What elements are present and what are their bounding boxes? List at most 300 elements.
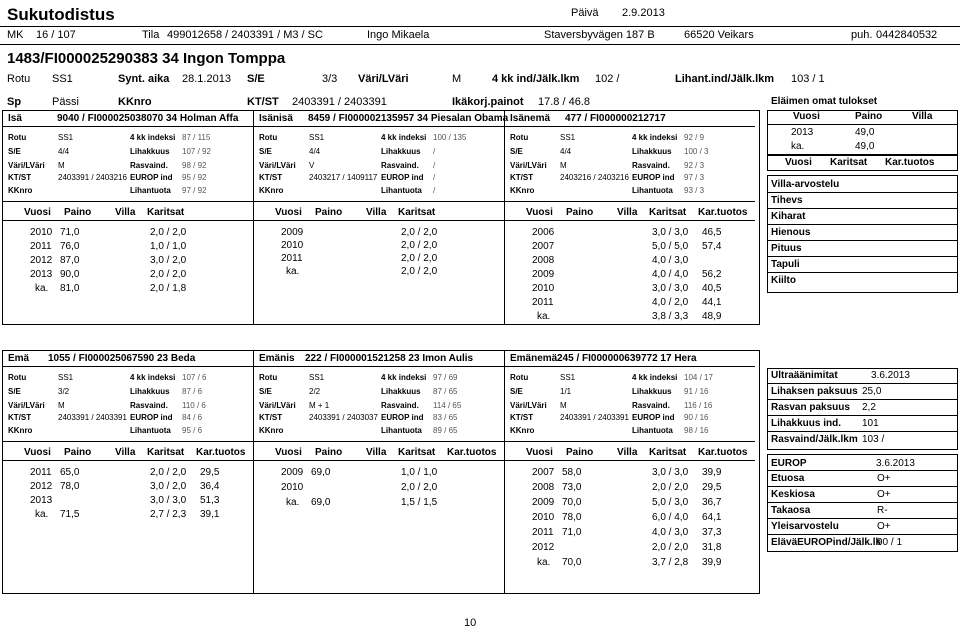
emanema-rasvaind: 116 / 16 bbox=[684, 401, 713, 410]
emanisa-lihantuota: 89 / 65 bbox=[433, 426, 458, 435]
emanisa-role: Emänis bbox=[259, 353, 295, 364]
isa-role: Isä bbox=[8, 113, 22, 124]
table-row-kartuotos: 36,4 bbox=[200, 481, 220, 492]
table-row-vuosi: ka. bbox=[35, 283, 49, 294]
table-row-karitsat: 3,0 / 3,0 bbox=[652, 227, 689, 238]
isanema-h-paino: Paino bbox=[566, 207, 594, 218]
table-row-vuosi: ka. bbox=[35, 509, 49, 520]
wool-item: Hienous bbox=[771, 227, 811, 238]
isanema-vari-label: Väri/LVäri bbox=[510, 161, 547, 170]
isanema-h-villa: Villa bbox=[617, 207, 638, 218]
emanisa-lihakkuus-label: Lihakkuus bbox=[381, 387, 421, 396]
isanisa-h-paino: Paino bbox=[315, 207, 343, 218]
emanema-kk4-label: 4 kk indeksi bbox=[632, 373, 678, 382]
europ-item-value: R- bbox=[877, 505, 888, 516]
table-row-karitsat: 1,0 / 1,0 bbox=[150, 241, 187, 252]
isanema-kk4: 92 / 9 bbox=[684, 133, 705, 142]
isa-lihantuota-label: Lihantuota bbox=[130, 186, 171, 195]
isanisa-name: 8459 / FI000002135957 34 Piesalan Obama bbox=[308, 113, 509, 124]
europ-date: 3.6.2013 bbox=[876, 458, 915, 469]
ema-vari: M bbox=[58, 401, 65, 410]
ultra-item-label: Lihakkuus ind. bbox=[771, 418, 842, 429]
emanema-rasvaind-label: Rasvaind. bbox=[632, 401, 670, 410]
table-row-vuosi: 2009 bbox=[532, 269, 555, 280]
own-h-vuosi: Vuosi bbox=[793, 111, 820, 122]
table-row-paino: 70,0 bbox=[562, 497, 582, 508]
isanema-se: 4/4 bbox=[560, 147, 572, 156]
isanema-rasvaind-label: Rasvaind. bbox=[632, 161, 670, 170]
table-row-kartuotos: 64,1 bbox=[702, 512, 722, 523]
table-row-karitsat: 2,0 / 2,0 bbox=[401, 240, 438, 251]
table-row-karitsat: 3,8 / 3,3 bbox=[652, 311, 689, 322]
ema-rasvaind-label: Rasvaind. bbox=[130, 401, 168, 410]
animal-se-label: S/E bbox=[247, 73, 265, 85]
isa-rasvaind: 98 / 92 bbox=[182, 161, 207, 170]
emanisa-name: 222 / FI000001521258 23 Imon Aulis bbox=[305, 353, 474, 364]
europ-item-value: O+ bbox=[877, 473, 891, 484]
ema-se-label: S/E bbox=[8, 387, 21, 396]
europ-label: EUROP bbox=[771, 458, 807, 469]
wool-item: Tihevs bbox=[771, 195, 803, 206]
date-label: Päivä bbox=[571, 7, 599, 19]
emanisa-europ: 83 / 65 bbox=[433, 413, 458, 422]
isa-europ: 95 / 92 bbox=[182, 173, 207, 182]
table-row-karitsat: 2,0 / 2,0 bbox=[150, 227, 187, 238]
animal-kk4-label: 4 kk ind/Jälk.lkm bbox=[492, 73, 580, 85]
table-row-vuosi: 2009 bbox=[281, 467, 304, 478]
isa-kk4: 87 / 115 bbox=[182, 133, 211, 142]
table-row-paino: 71,0 bbox=[562, 527, 582, 538]
isanisa-kk4: 100 / 135 bbox=[433, 133, 467, 142]
europ-item-value: O+ bbox=[877, 521, 891, 532]
ema-h-kartuotos: Kar.tuotos bbox=[196, 447, 246, 458]
own-h-paino: Paino bbox=[855, 111, 883, 122]
table-row-karitsat: 5,0 / 3,0 bbox=[652, 497, 689, 508]
ultra-date: 3.6.2013 bbox=[871, 370, 910, 381]
emanema-vari: M bbox=[560, 401, 567, 410]
emanisa-rasvaind-label: Rasvaind. bbox=[381, 401, 419, 410]
table-row-kartuotos: 29,5 bbox=[702, 482, 722, 493]
animal-synt-label: Synt. aika bbox=[118, 73, 170, 85]
isanema-h-vuosi: Vuosi bbox=[526, 207, 553, 218]
isa-europ-label: EUROP ind bbox=[130, 173, 173, 182]
animal-ikakorj: 17.8 / 46.8 bbox=[538, 96, 590, 108]
table-row-karitsat: 2,0 / 2,0 bbox=[150, 467, 187, 478]
emanisa-lihantuota-label: Lihantuota bbox=[381, 426, 422, 435]
isa-vari: M bbox=[58, 161, 65, 170]
emanema-vari-label: Väri/LVäri bbox=[510, 401, 547, 410]
isanema-name: 477 / FI000000212717 bbox=[565, 113, 666, 124]
emanema-rotu: SS1 bbox=[560, 373, 576, 382]
emanema-se: 1/1 bbox=[560, 387, 572, 396]
isa-ktst: 2403391 / 2403216 bbox=[58, 173, 127, 182]
isanisa-rotu: SS1 bbox=[309, 133, 325, 142]
emanisa-h-karitsat: Karitsat bbox=[398, 447, 436, 458]
ema-kk4: 107 / 6 bbox=[182, 373, 207, 382]
isanisa-se: 4/4 bbox=[309, 147, 321, 156]
animal-rotu: SS1 bbox=[52, 73, 73, 85]
own-h-villa: Villa bbox=[912, 111, 933, 122]
ema-h-paino: Paino bbox=[64, 447, 92, 458]
table-row-vuosi: ka. bbox=[286, 497, 300, 508]
table-row-karitsat: 2,0 / 2,0 bbox=[652, 482, 689, 493]
table-row-kartuotos: 51,3 bbox=[200, 495, 220, 506]
animal-rotu-label: Rotu bbox=[7, 73, 31, 85]
table-row-vuosi: 2010 bbox=[532, 283, 555, 294]
table-row-karitsat: 4,0 / 3,0 bbox=[652, 527, 689, 538]
isanisa-rotu-label: Rotu bbox=[259, 133, 278, 142]
table-row-karitsat: 6,0 / 4,0 bbox=[652, 512, 689, 523]
isanisa-ktst: 2403217 / 1409117 bbox=[309, 173, 378, 182]
table-row-karitsat: 2,0 / 2,0 bbox=[652, 542, 689, 553]
isanema-rasvaind: 92 / 3 bbox=[684, 161, 705, 170]
animal-ktst-label: KT/ST bbox=[247, 96, 279, 108]
tila-value: 499012658 / 2403391 / M3 / SC bbox=[167, 29, 323, 41]
table-row-karitsat: 3,7 / 2,8 bbox=[652, 557, 689, 568]
isanisa-kk4-label: 4 kk indeksi bbox=[381, 133, 427, 142]
emanisa-rasvaind: 114 / 65 bbox=[433, 401, 462, 410]
table-row-kartuotos: 39,1 bbox=[200, 509, 220, 520]
isa-kknro-label: KKnro bbox=[8, 186, 33, 195]
table-row-kartuotos: 31,8 bbox=[702, 542, 722, 553]
isa-se-label: S/E bbox=[8, 147, 21, 156]
table-row-vuosi: 2008 bbox=[532, 255, 555, 266]
table-row-kartuotos: 37,3 bbox=[702, 527, 722, 538]
own-row-vuosi: 2013 bbox=[791, 127, 814, 138]
isa-rotu: SS1 bbox=[58, 133, 74, 142]
isanisa-europ-label: EUROP ind bbox=[381, 173, 424, 182]
table-row-karitsat: 4,0 / 3,0 bbox=[652, 255, 689, 266]
emanema-name: 245 / FI000000639772 17 Hera bbox=[557, 353, 697, 364]
wool-item: Kiilto bbox=[771, 275, 796, 286]
ultra-item-value: 25,0 bbox=[862, 386, 882, 397]
isanisa-se-label: S/E bbox=[259, 147, 272, 156]
ema-rasvaind: 110 / 6 bbox=[182, 401, 206, 410]
table-row-vuosi: 2011 bbox=[30, 467, 52, 478]
isa-name: 9040 / FI000025038070 34 Holman Affa bbox=[57, 113, 239, 124]
emanema-se-label: S/E bbox=[510, 387, 523, 396]
isa-lihantuota: 97 / 92 bbox=[182, 186, 207, 195]
emanisa-h-paino: Paino bbox=[315, 447, 343, 458]
emanema-europ: 90 / 16 bbox=[684, 413, 709, 422]
emanema-kk4: 104 / 17 bbox=[684, 373, 713, 382]
isanisa-role: Isänisä bbox=[259, 113, 293, 124]
table-row-vuosi: 2011 bbox=[30, 241, 52, 252]
table-row-vuosi: 2013 bbox=[30, 495, 53, 506]
ema-lihantuota: 95 / 6 bbox=[182, 426, 203, 435]
owner-address: Staversbyvägen 187 B bbox=[544, 29, 655, 41]
table-row-paino: 78,0 bbox=[60, 481, 80, 492]
ema-lihantuota-label: Lihantuota bbox=[130, 426, 171, 435]
ema-name: 1055 / FI000025067590 23 Beda bbox=[48, 353, 196, 364]
emanema-h-paino: Paino bbox=[566, 447, 594, 458]
own-row-paino: 49,0 bbox=[855, 127, 875, 138]
isanema-lihakkuus: 100 / 3 bbox=[684, 147, 709, 156]
table-row-vuosi: 2012 bbox=[30, 255, 53, 266]
table-row-karitsat: 4,0 / 2,0 bbox=[652, 297, 689, 308]
ema-lihakkuus: 87 / 6 bbox=[182, 387, 203, 396]
table-row-karitsat: 3,0 / 3,0 bbox=[652, 283, 689, 294]
animal-se: 3/3 bbox=[322, 73, 338, 85]
isanisa-europ: / bbox=[433, 173, 436, 182]
table-row-vuosi: 2012 bbox=[30, 481, 53, 492]
emanisa-rotu-label: Rotu bbox=[259, 373, 278, 382]
isanisa-lihantuota: / bbox=[433, 186, 436, 195]
mk-value: 16 / 107 bbox=[36, 29, 76, 41]
isanisa-h-vuosi: Vuosi bbox=[275, 207, 302, 218]
animal-vari: M bbox=[452, 73, 462, 85]
emanisa-h-vuosi: Vuosi bbox=[275, 447, 302, 458]
wool-item: Pituus bbox=[771, 243, 802, 254]
animal-lihant-label: Lihant.ind/Jälk.lkm bbox=[675, 73, 775, 85]
table-row-vuosi: 2009 bbox=[532, 497, 555, 508]
isanema-rotu: SS1 bbox=[560, 133, 576, 142]
table-row-vuosi: 2012 bbox=[532, 542, 555, 553]
ema-se: 3/2 bbox=[58, 387, 70, 396]
ema-h-villa: Villa bbox=[115, 447, 136, 458]
table-row-vuosi: ka. bbox=[537, 557, 551, 568]
ultra-item-value: 2,2 bbox=[862, 402, 876, 413]
table-row-kartuotos: 46,5 bbox=[702, 227, 722, 238]
emanema-lihakkuus: 91 / 16 bbox=[684, 387, 709, 396]
ultra-item-label: Rasvan paksuus bbox=[771, 402, 850, 413]
isa-lihakkuus-label: Lihakkuus bbox=[130, 147, 170, 156]
emanema-h-kartuotos: Kar.tuotos bbox=[698, 447, 748, 458]
isanema-h-kartuotos: Kar.tuotos bbox=[698, 207, 748, 218]
table-row-karitsat: 4,0 / 4,0 bbox=[652, 269, 689, 280]
emanema-h-vuosi: Vuosi bbox=[526, 447, 553, 458]
ema-europ: 84 / 6 bbox=[182, 413, 203, 422]
table-row-vuosi: 2011 bbox=[532, 297, 554, 308]
isanisa-h-karitsat: Karitsat bbox=[398, 207, 436, 218]
table-row-kartuotos: 57,4 bbox=[702, 241, 722, 252]
isanema-europ: 97 / 3 bbox=[684, 173, 705, 182]
ultra-item-value: 103 / bbox=[862, 434, 885, 445]
page-number: 10 bbox=[464, 617, 477, 629]
emanisa-kknro-label: KKnro bbox=[259, 426, 284, 435]
table-row-kartuotos: 40,5 bbox=[702, 283, 722, 294]
ema-lihakkuus-label: Lihakkuus bbox=[130, 387, 170, 396]
table-row-karitsat: 2,0 / 2,0 bbox=[401, 227, 438, 238]
mk-label: MK bbox=[7, 29, 24, 41]
emanema-lihantuota: 98 / 16 bbox=[684, 426, 709, 435]
animal-synt: 28.1.2013 bbox=[182, 73, 231, 85]
table-row-karitsat: 3,0 / 2,0 bbox=[150, 481, 187, 492]
table-row-karitsat: 1,5 / 1,5 bbox=[401, 497, 438, 508]
isanema-lihantuota: 93 / 3 bbox=[684, 186, 705, 195]
emanisa-vari: M + 1 bbox=[309, 401, 330, 410]
table-row-paino: 71,5 bbox=[60, 509, 80, 520]
emanisa-ktst-label: KT/ST bbox=[259, 413, 283, 422]
emanisa-ktst: 2403391 / 2403037 bbox=[309, 413, 378, 422]
ema-role: Emä bbox=[8, 353, 30, 364]
emanisa-lihakkuus: 87 / 65 bbox=[433, 387, 458, 396]
emanisa-vari-label: Väri/LVäri bbox=[259, 401, 296, 410]
table-row-karitsat: 3,0 / 3,0 bbox=[150, 495, 187, 506]
table-row-paino: 71,0 bbox=[60, 227, 80, 238]
emanisa-europ-label: EUROP ind bbox=[381, 413, 424, 422]
table-row-vuosi: 2011 bbox=[532, 527, 554, 538]
table-row-paino: 69,0 bbox=[311, 497, 331, 508]
ultra-item-value: 101 bbox=[862, 418, 879, 429]
isanema-lihakkuus-label: Lihakkuus bbox=[632, 147, 672, 156]
europ-item-label: Yleisarvostelu bbox=[771, 521, 839, 532]
isa-se: 4/4 bbox=[58, 147, 70, 156]
table-row-kartuotos: 44,1 bbox=[702, 297, 722, 308]
europ-item-label: Etuosa bbox=[771, 473, 805, 484]
ema-ktst-label: KT/ST bbox=[8, 413, 32, 422]
isanema-lihantuota-label: Lihantuota bbox=[632, 186, 673, 195]
emanisa-kk4: 97 / 69 bbox=[433, 373, 458, 382]
isanisa-lihakkuus: / bbox=[433, 147, 436, 156]
ema-h-vuosi: Vuosi bbox=[24, 447, 51, 458]
own-row-paino: 49,0 bbox=[855, 141, 875, 152]
emanisa-se: 2/2 bbox=[309, 387, 321, 396]
emanema-ktst-label: KT/ST bbox=[510, 413, 534, 422]
isanisa-rasvaind: / bbox=[433, 161, 436, 170]
table-row-paino: 73,0 bbox=[562, 482, 582, 493]
animal-name: 1483/FI000025290383 34 Ingon Tomppa bbox=[7, 50, 286, 67]
emanisa-kk4-label: 4 kk indeksi bbox=[381, 373, 427, 382]
emanisa-rotu: SS1 bbox=[309, 373, 325, 382]
own-h2-kartuotos: Kar.tuotos bbox=[885, 157, 935, 168]
emanema-rotu-label: Rotu bbox=[510, 373, 529, 382]
isa-h-paino: Paino bbox=[64, 207, 92, 218]
table-row-vuosi: 2008 bbox=[532, 482, 555, 493]
animal-kknro-label: KKnro bbox=[118, 96, 152, 108]
table-row-kartuotos: 36,7 bbox=[702, 497, 722, 508]
animal-sp: Pässi bbox=[52, 96, 79, 108]
isanisa-lihantuota-label: Lihantuota bbox=[381, 186, 422, 195]
isanisa-rasvaind-label: Rasvaind. bbox=[381, 161, 419, 170]
ultra-item-label: Lihaksen paksuus bbox=[771, 386, 858, 397]
owner-name: Ingo Mikaela bbox=[367, 29, 430, 41]
table-row-karitsat: 5,0 / 5,0 bbox=[652, 241, 689, 252]
table-row-vuosi: ka. bbox=[537, 311, 551, 322]
table-row-karitsat: 3,0 / 2,0 bbox=[150, 255, 187, 266]
table-row-paino: 90,0 bbox=[60, 269, 80, 280]
isa-h-vuosi: Vuosi bbox=[24, 207, 51, 218]
table-row-kartuotos: 39,9 bbox=[702, 467, 722, 478]
table-row-vuosi: 2009 bbox=[281, 227, 304, 238]
isanisa-h-villa: Villa bbox=[366, 207, 387, 218]
table-row-paino: 87,0 bbox=[60, 255, 80, 266]
table-row-karitsat: 2,0 / 1,8 bbox=[150, 283, 187, 294]
table-row-paino: 81,0 bbox=[60, 283, 80, 294]
own-results-title: Eläimen omat tulokset bbox=[771, 96, 878, 107]
emanisa-h-kartuotos: Kar.tuotos bbox=[447, 447, 497, 458]
isanisa-kknro-label: KKnro bbox=[259, 186, 284, 195]
emanisa-h-villa: Villa bbox=[366, 447, 387, 458]
isanema-kknro-label: KKnro bbox=[510, 186, 535, 195]
europ-item-label: EläväEUROPind/Jälk.lk bbox=[771, 537, 882, 548]
isanema-h-karitsat: Karitsat bbox=[649, 207, 687, 218]
table-row-karitsat: 2,0 / 2,0 bbox=[401, 482, 438, 493]
table-row-karitsat: 2,0 / 2,0 bbox=[150, 269, 187, 280]
table-row-paino: 78,0 bbox=[562, 512, 582, 523]
isa-vari-label: Väri/LVäri bbox=[8, 161, 45, 170]
europ-item-label: Keskiosa bbox=[771, 489, 815, 500]
emanema-ktst: 2403391 / 2403391 bbox=[560, 413, 629, 422]
table-row-karitsat: 2,0 / 2,0 bbox=[401, 253, 438, 264]
wool-item: Tapuli bbox=[771, 259, 800, 270]
ema-kk4-label: 4 kk indeksi bbox=[130, 373, 176, 382]
isa-rasvaind-label: Rasvaind. bbox=[130, 161, 168, 170]
isa-h-villa: Villa bbox=[115, 207, 136, 218]
table-row-kartuotos: 56,2 bbox=[702, 269, 722, 280]
table-row-paino: 76,0 bbox=[60, 241, 80, 252]
animal-ktst: 2403391 / 2403391 bbox=[292, 96, 387, 108]
isanema-ktst-label: KT/ST bbox=[510, 173, 534, 182]
emanema-kknro-label: KKnro bbox=[510, 426, 535, 435]
isanema-kk4-label: 4 kk indeksi bbox=[632, 133, 678, 142]
wool-item: Kiharat bbox=[771, 211, 806, 222]
table-row-vuosi: 2010 bbox=[532, 512, 555, 523]
europ-item-label: Takaosa bbox=[771, 505, 811, 516]
ultra-item-label: Rasvaind/Jälk.lkm bbox=[771, 434, 858, 445]
wool-title: Villa-arvostelu bbox=[771, 179, 840, 190]
table-row-vuosi: 2006 bbox=[532, 227, 555, 238]
table-row-vuosi: ka. bbox=[286, 266, 300, 277]
page-title: Sukutodistus bbox=[7, 5, 115, 24]
ema-europ-label: EUROP ind bbox=[130, 413, 173, 422]
table-row-karitsat: 2,7 / 2,3 bbox=[150, 509, 187, 520]
ultra-label: Ultraäänimitat bbox=[771, 370, 838, 381]
isa-ktst-label: KT/ST bbox=[8, 173, 32, 182]
isanema-role: Isänemä bbox=[510, 113, 551, 124]
emanema-h-villa: Villa bbox=[617, 447, 638, 458]
table-row-paino: 69,0 bbox=[311, 467, 331, 478]
table-row-kartuotos: 29,5 bbox=[200, 467, 220, 478]
table-row-vuosi: 2010 bbox=[30, 227, 53, 238]
table-row-paino: 70,0 bbox=[562, 557, 582, 568]
ema-rotu: SS1 bbox=[58, 373, 74, 382]
animal-vari-label: Väri/LVäri bbox=[358, 73, 409, 85]
owner-postal: 66520 Veikars bbox=[684, 29, 754, 41]
ema-vari-label: Väri/LVäri bbox=[8, 401, 45, 410]
emanema-lihantuota-label: Lihantuota bbox=[632, 426, 673, 435]
animal-sp-label: Sp bbox=[7, 96, 22, 108]
ema-h-karitsat: Karitsat bbox=[147, 447, 185, 458]
emanema-europ-label: EUROP ind bbox=[632, 413, 675, 422]
ema-ktst: 2403391 / 2403391 bbox=[58, 413, 127, 422]
isa-h-karitsat: Karitsat bbox=[147, 207, 185, 218]
table-row-vuosi: 2010 bbox=[281, 482, 304, 493]
isanisa-vari-label: Väri/LVäri bbox=[259, 161, 296, 170]
europ-item-value: 90 / 1 bbox=[877, 537, 903, 548]
table-row-kartuotos: 48,9 bbox=[702, 311, 722, 322]
own-h2-karitsat: Karitsat bbox=[830, 157, 868, 168]
emanema-lihakkuus-label: Lihakkuus bbox=[632, 387, 672, 396]
isanema-rotu-label: Rotu bbox=[510, 133, 529, 142]
isanema-se-label: S/E bbox=[510, 147, 523, 156]
table-row-karitsat: 3,0 / 3,0 bbox=[652, 467, 689, 478]
phone-label: puh. bbox=[851, 29, 873, 41]
animal-ikakorj-label: Ikäkorj.painot bbox=[452, 96, 524, 108]
animal-lihant: 103 / 1 bbox=[791, 73, 825, 85]
europ-item-value: O+ bbox=[877, 489, 891, 500]
table-row-vuosi: 2007 bbox=[532, 467, 555, 478]
emanema-h-karitsat: Karitsat bbox=[649, 447, 687, 458]
isanisa-vari: V bbox=[309, 161, 315, 170]
phone-value: 0442840532 bbox=[876, 29, 938, 41]
ema-kknro-label: KKnro bbox=[8, 426, 33, 435]
isanema-europ-label: EUROP ind bbox=[632, 173, 675, 182]
table-row-vuosi: 2007 bbox=[532, 241, 555, 252]
table-row-vuosi: 2011 bbox=[281, 253, 303, 264]
isa-kk4-label: 4 kk indeksi bbox=[130, 133, 176, 142]
table-row-paino: 58,0 bbox=[562, 467, 582, 478]
